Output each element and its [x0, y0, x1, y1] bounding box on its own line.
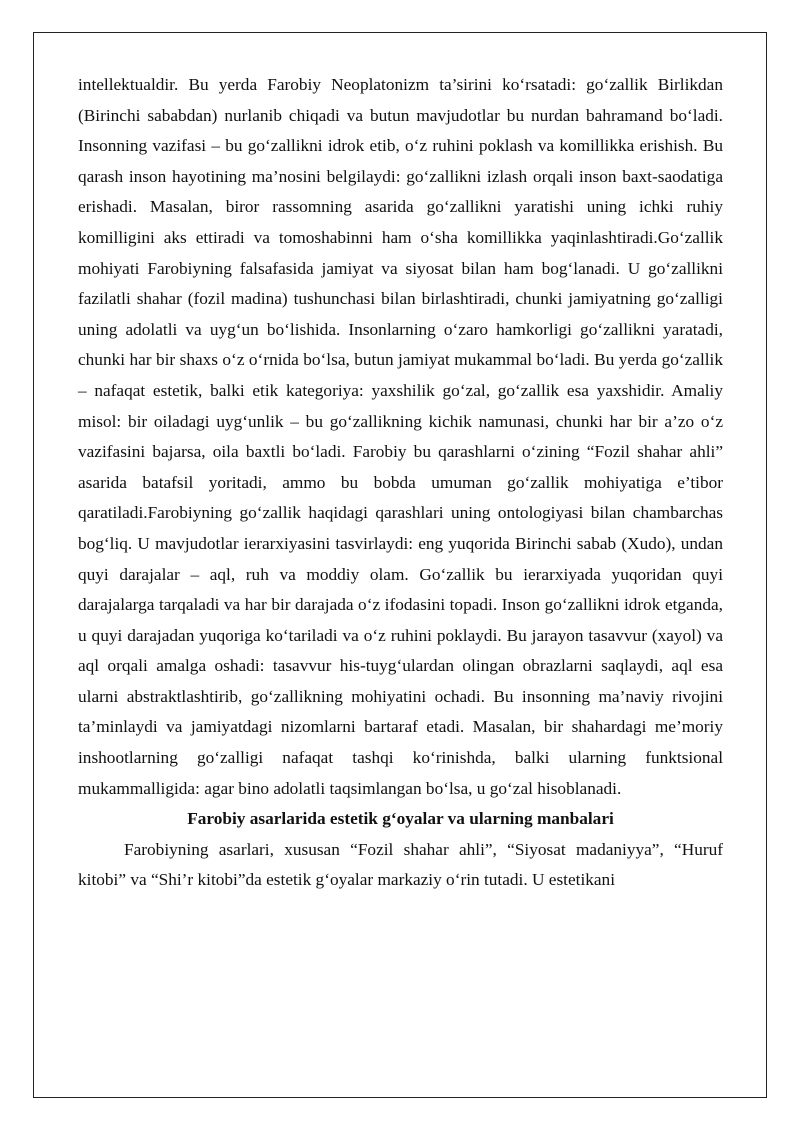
body-paragraph-indented: Farobiyning asarlari, xususan “Fozil shahar ahli”, “Siyosat madaniyya”, “Huruf kitobi” va “Shi’r kitobi”da estetik g‘oyalar markaziy o‘rin tutadi. U estetikani: [78, 839, 723, 890]
section-heading: Farobiy asarlarida estetik g‘oyalar va ularning manbalari: [187, 809, 614, 829]
document-body: [78, 70, 723, 896]
body-paragraph: intellektualdir. Bu yerda Farobiy Neoplatonizm ta’sirini ko‘rsatadi: go‘zallik Birlikdan (Birinchi sababdan) nurlanib chiqadi va butun mavjudotlar bu nurdan bahramand bo‘ladi. Insonning vazifasi – bu go‘zallikni idrok etib, o‘z ruhini poklash va komillikka erishish. Bu qarash inson hayotining ma’nosini belgilaydi: go‘zallikni izlash orqali inson baxt-saodatiga erishadi. Masalan, biror rassomning asarida go‘zallikni yaratishi uning ichki ruhiy komilligini aks ettiradi va tomoshabinni ham o‘sha komillikka yaqinlashtiradi.Go‘zallik mohiyati Farobiyning falsafasida jamiyat va siyosat bilan ham bog‘lanadi. U go‘zallikni fazilatli shahar (fozil madina) tushunchasi bilan birlashtiradi, chunki jamiyatning go‘zalligi uning adolatli va uyg‘un bo‘lishida. Insonlarning o‘zaro hamkorligi go‘zallikni yaratadi, chunki har bir shaxs o‘z o‘rnida bo‘lsa, butun jamiyat mukammal bo‘ladi. Bu yerda go‘zallik – nafaqat estetik, balki etik kategoriya: yaxshilik go‘zal, go‘zallik esa yaxshidir. Amaliy misol: bir oiladagi uyg‘unlik – bu go‘zallikning kichik namunasi, chunki har bir a’zo o‘z vazifasini bajarsa, oila baxtli bo‘ladi. Farobiy bu qarashlarni o‘zining “Fozil shahar ahli” asarida batafsil yoritadi, ammo bu bobda umuman go‘zallik mohiyatiga e’tibor qaratiladi.Farobiyning go‘zallik haqidagi qarashlari uning ontologiyasi bilan chambarchas bog‘liq. U mavjudotlar ierarxiyasini tasvirlaydi: eng yuqorida Birinchi sabab (Xudo), undan quyi darajalar – aql, ruh va moddiy olam. Go‘zallik bu ierarxiyada yuqoridan quyi darajalarga tarqaladi va har bir darajada o‘z ifodasini topadi. Inson go‘zallikni idrok etganda, u quyi darajadan yuqoriga ko‘tariladi va o‘z ruhini poklaydi. Bu jarayon tasavvur (xayol) va aql orqali amalga oshadi: tasavvur his-tuyg‘ulardan olingan obrazlarni saqlaydi, aql esa ularni abstraktlashtirib, go‘zallikning mohiyatini ochadi. Bu insonning ma’naviy rivojini ta’minlaydi va jamiyatdagi nizomlarni bartaraf etadi. Masalan, bir shahardagi me’moriy inshootlarning go‘zalligi nafaqat tashqi ko‘rinishda, balki ularning funktsional mukammalligida: agar bino adolatli taqsimlangan bo‘lsa, u go‘zal hisoblanadi.: [78, 75, 723, 798]
